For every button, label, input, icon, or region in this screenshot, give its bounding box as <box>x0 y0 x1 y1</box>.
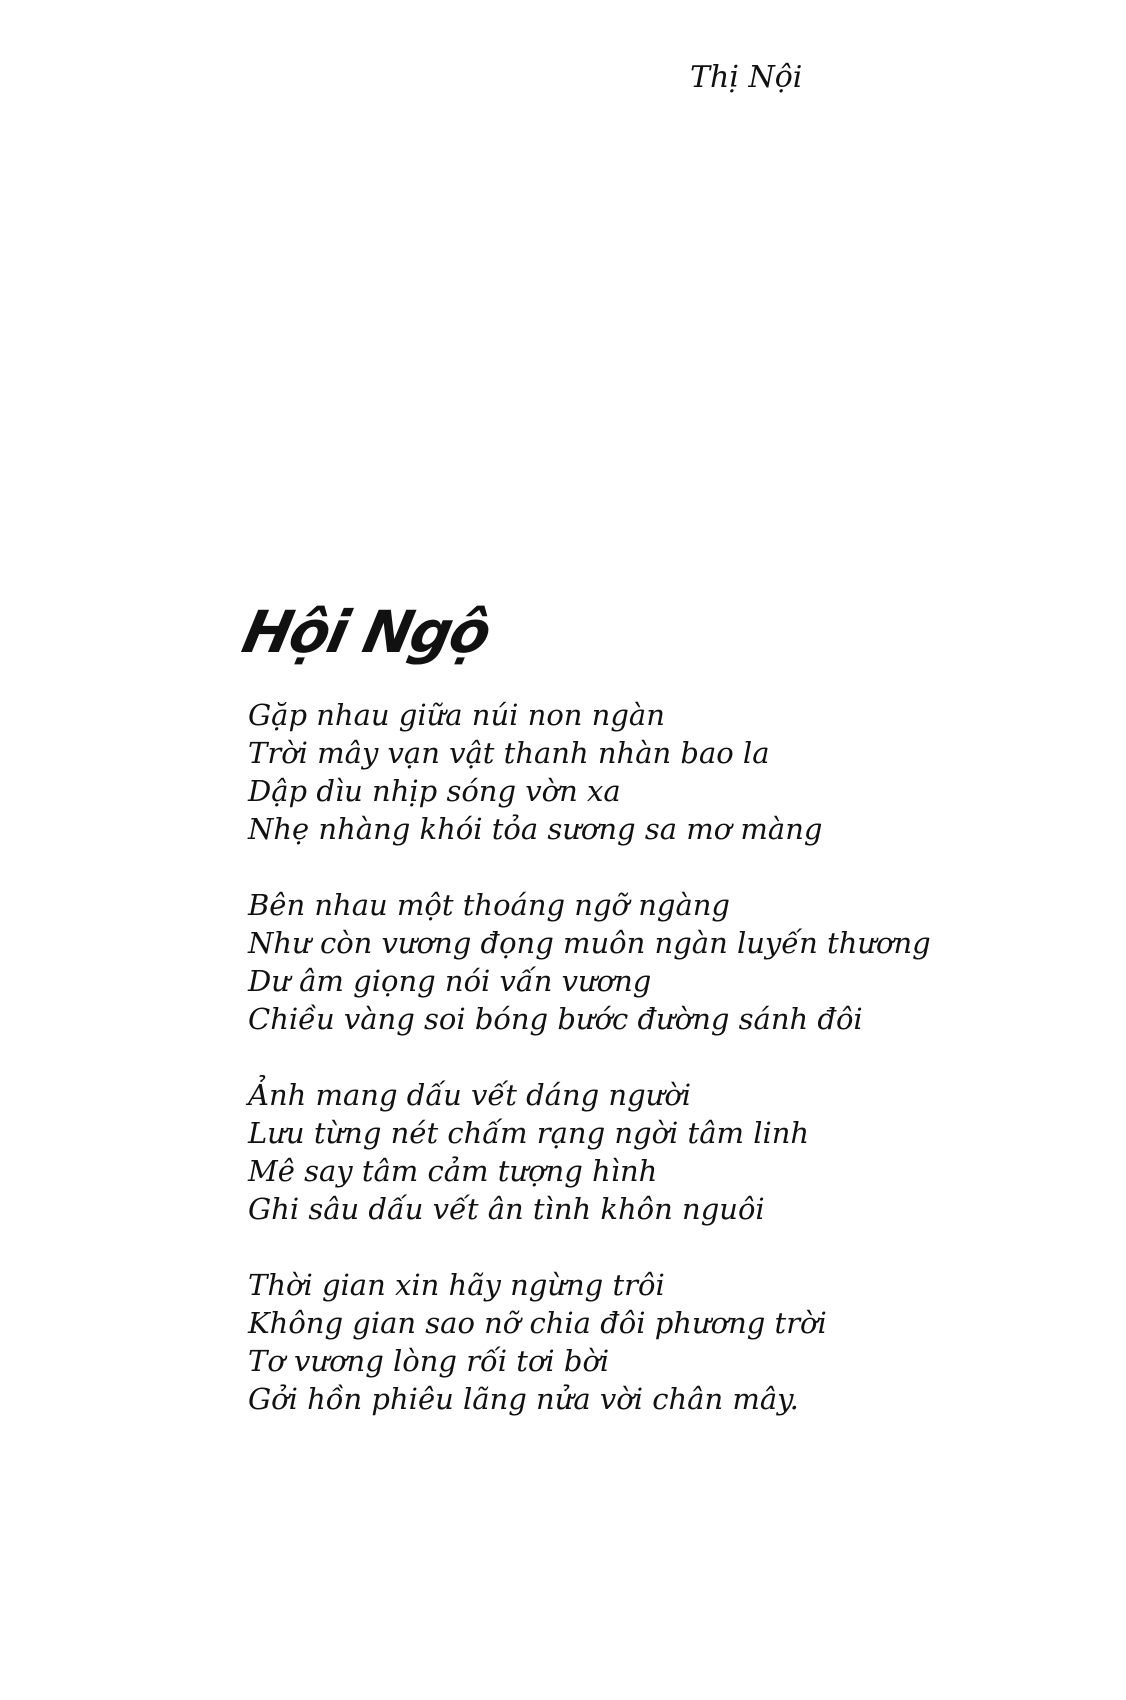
stanza-3 <box>248 1076 1108 1228</box>
poem-body <box>248 696 1108 1456</box>
poem-line: Dư âm giọng nói vấn vương <box>248 964 652 998</box>
poem-line: Chiều vàng soi bóng bước đường sánh đôi <box>248 1002 863 1036</box>
poem-title: Hội Ngộ <box>236 598 496 666</box>
page-header-author: Thị Nội <box>690 60 803 95</box>
poem-line: Ghi sâu dấu vết ân tình khôn nguôi <box>248 1192 765 1226</box>
poem-line: Nhẹ nhàng khói tỏa sương sa mơ màng <box>248 812 823 846</box>
poem-line: Mê say tâm cảm tượng hình <box>248 1154 658 1188</box>
poem-line: Lưu từng nét chấm rạng ngời tâm linh <box>248 1116 810 1150</box>
poem-line: Thời gian xin hãy ngừng trôi <box>248 1268 665 1302</box>
stanza-4 <box>248 1266 1108 1418</box>
poem-line: Gởi hồn phiêu lãng nửa vời chân mây. <box>248 1382 799 1416</box>
poem-line: Bên nhau một thoáng ngỡ ngàng <box>248 888 730 922</box>
stanza-1 <box>248 696 1108 848</box>
stanza-2 <box>248 886 1108 1038</box>
poem-line: Như còn vương đọng muôn ngàn luyến thương <box>248 926 931 960</box>
poem-line: Trời mây vạn vật thanh nhàn bao la <box>248 736 770 770</box>
poem-line: Gặp nhau giữa núi non ngàn <box>248 698 665 732</box>
poem-line: Không gian sao nỡ chia đôi phương trời <box>248 1306 827 1340</box>
poem-line: Ảnh mang dấu vết dáng người <box>248 1078 692 1112</box>
poem-line: Dập dìu nhịp sóng vờn xa <box>248 774 621 808</box>
poem-line: Tơ vương lòng rối tơi bời <box>248 1344 610 1378</box>
